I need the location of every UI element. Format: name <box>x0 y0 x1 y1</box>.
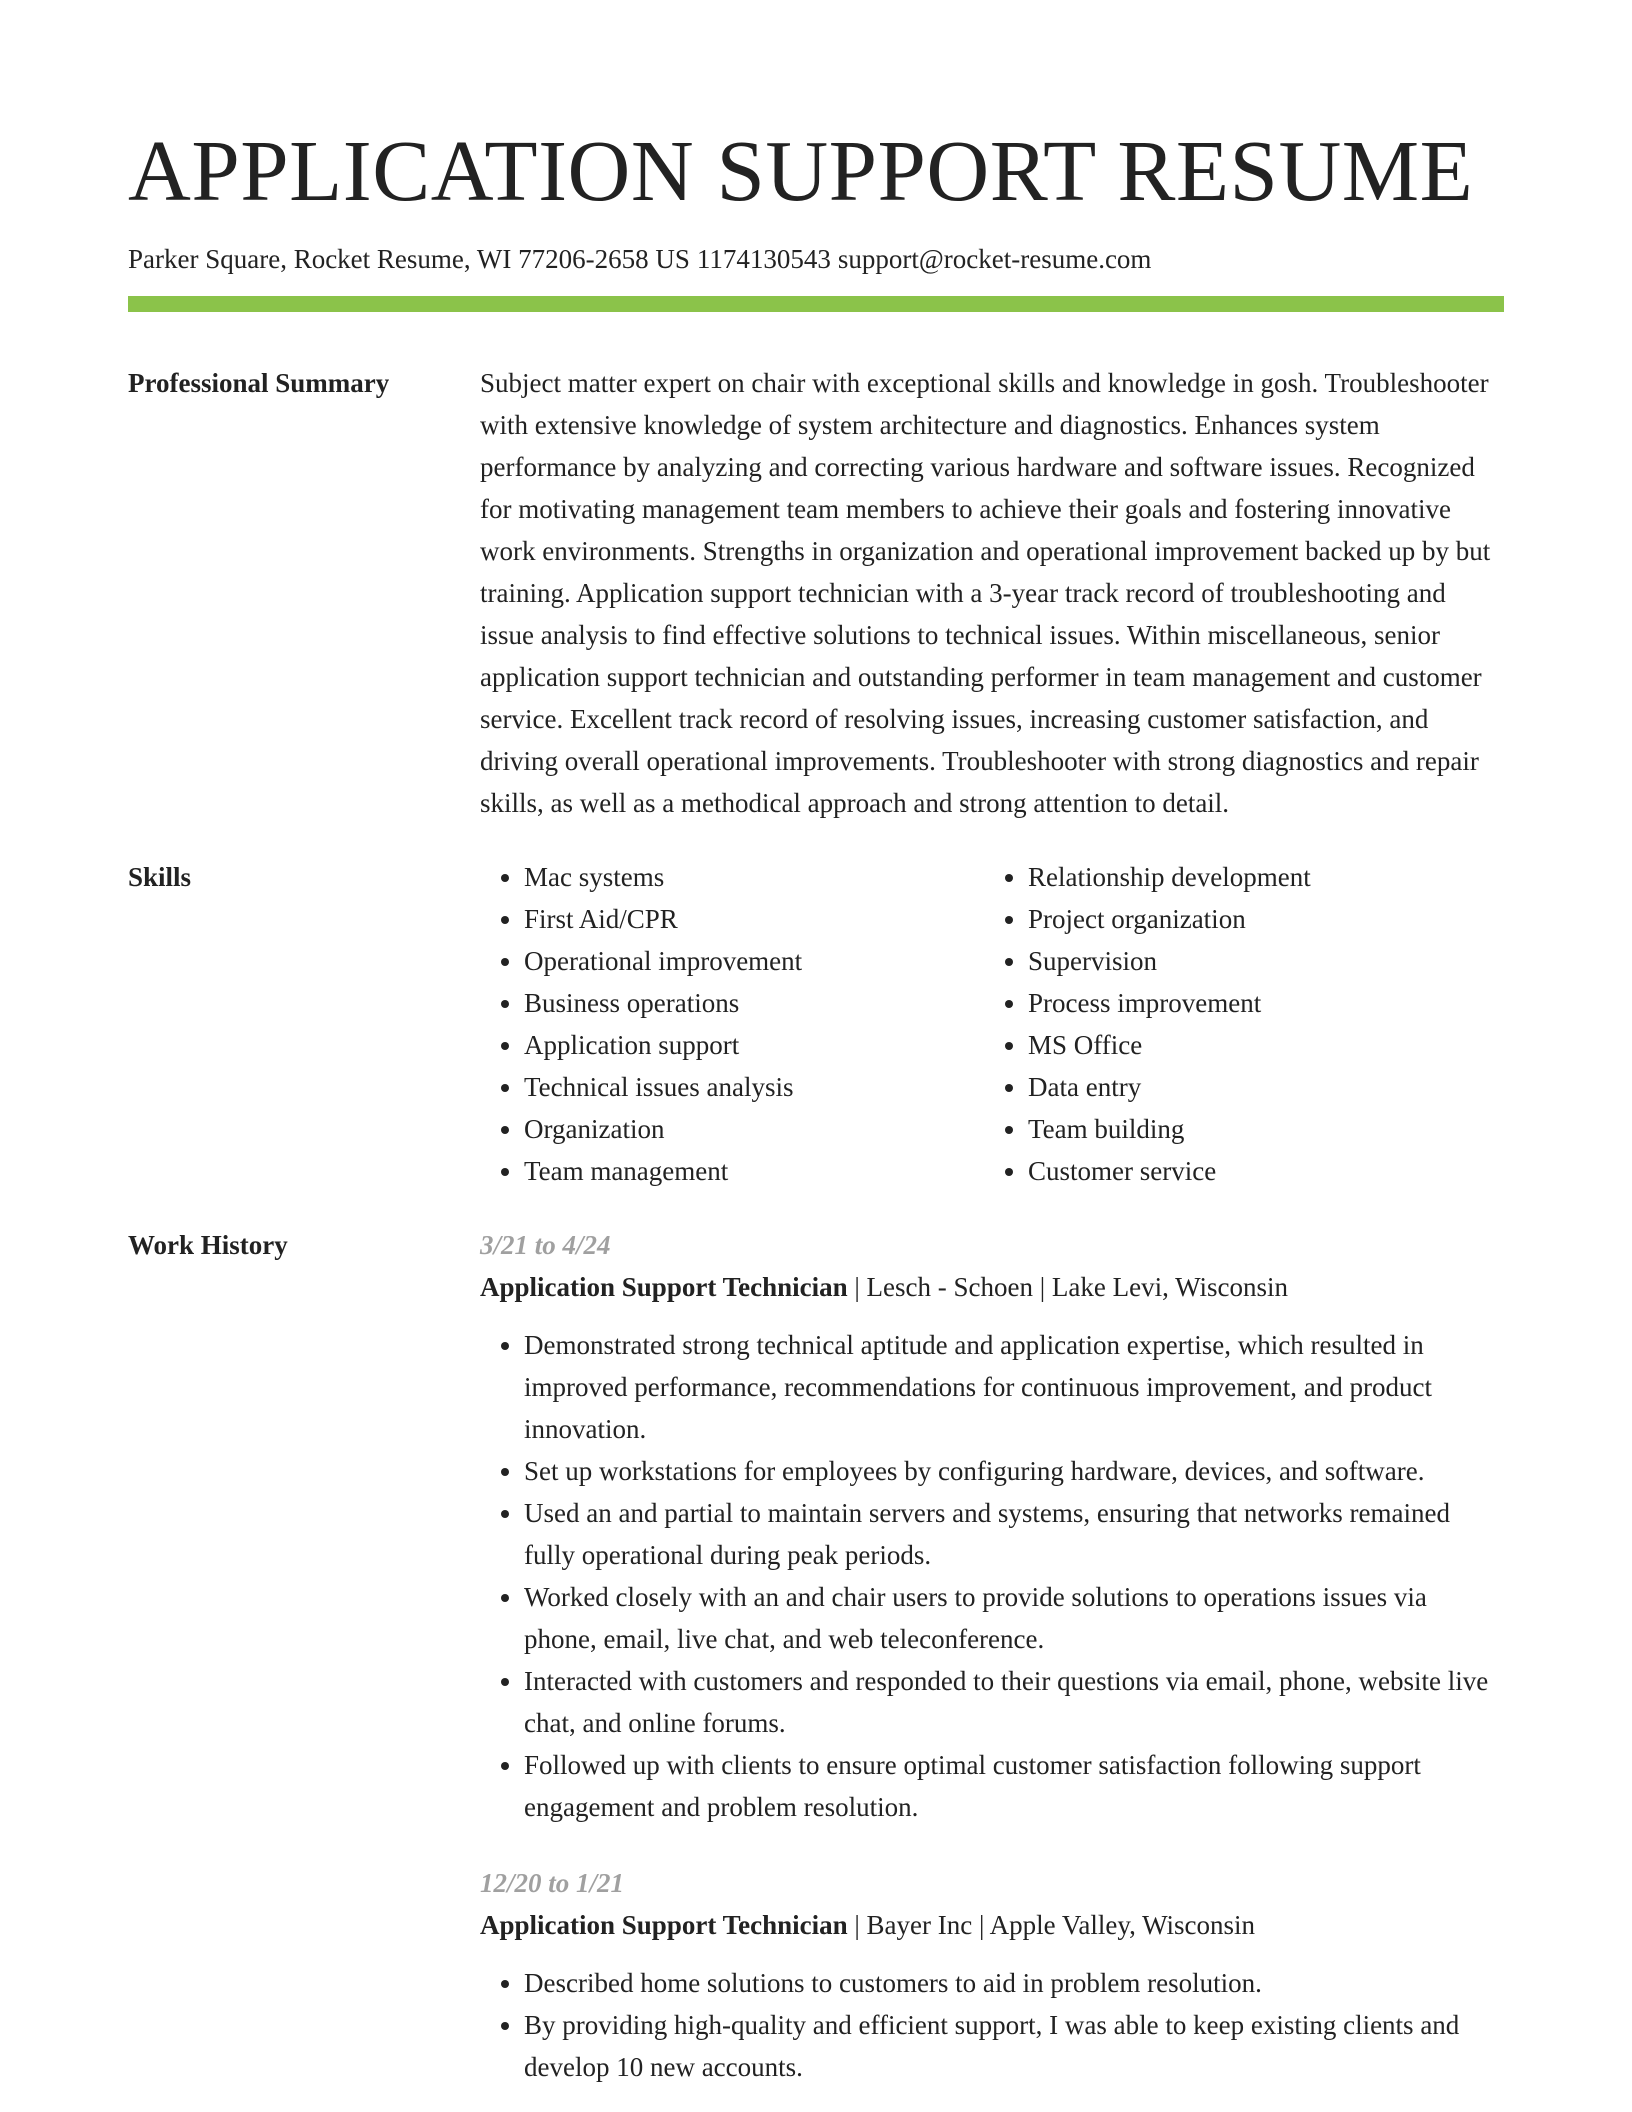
skill-item: • Supervision <box>1028 940 1488 982</box>
skill-item: • Team management <box>524 1150 984 1192</box>
contact-address: Parker Square, Rocket Resume, WI 77206-2658 US <box>128 244 690 274</box>
skill-item: • MS Office <box>1028 1024 1488 1066</box>
job-entry <box>480 1224 1504 1828</box>
job-bullet: • By providing high-quality and efficient support, I was able to keep existing clients and develop 10 new accounts. <box>524 2004 1504 2088</box>
skill-item: • Customer service <box>1028 1150 1488 1192</box>
skills-list-left <box>480 856 984 1192</box>
skills-section <box>128 856 1504 1192</box>
job-bullet: • Followed up with clients to ensure optimal customer satisfaction following support engagement and problem resolution. <box>524 1744 1504 1828</box>
job-separator: | <box>854 1910 860 1940</box>
work-history-body <box>480 1224 1504 2088</box>
job-bullets <box>480 1324 1504 1828</box>
skill-item: • Business operations <box>524 982 984 1024</box>
job-separator: | <box>1039 1272 1046 1302</box>
job-separator: | <box>978 1910 985 1940</box>
work-history-section <box>128 1224 1504 2088</box>
job-bullet: • Used an and partial to maintain servers and systems, ensuring that networks remained fully operational during peak periods. <box>524 1492 1504 1576</box>
summary-body <box>480 362 1504 824</box>
job-bullet: • Set up workstations for employees by configuring hardware, devices, and software. <box>524 1450 1504 1492</box>
contact-email: support@rocket-resume.com <box>837 244 1152 274</box>
skills-columns <box>480 856 1504 1192</box>
job-title: Application Support Technician <box>480 1272 848 1302</box>
skills-list-right <box>984 856 1488 1192</box>
skills-label: Skills <box>128 862 192 892</box>
resume-page <box>128 0 1504 2088</box>
work-history-label: Work History <box>128 1230 288 1260</box>
job-bullet: • Worked closely with an and chair users to provide solutions to operations issues via phone, email, live chat, and web teleconference. <box>524 1576 1504 1660</box>
job-title: Application Support Technician <box>480 1910 848 1940</box>
skill-item: • Relationship development <box>1028 856 1488 898</box>
job-bullets <box>480 1962 1504 2088</box>
skill-item: • Mac systems <box>524 856 984 898</box>
skill-item: • Operational improvement <box>524 940 984 982</box>
skill-item: • Project organization <box>1028 898 1488 940</box>
skill-item: • First Aid/CPR <box>524 898 984 940</box>
job-dates: 3/21 to 4/24 <box>480 1230 611 1260</box>
job-location: Apple Valley, Wisconsin <box>989 1910 1256 1940</box>
resume-title: APPLICATION SUPPORT RESUME <box>128 122 1474 219</box>
skill-item: • Process improvement <box>1028 982 1488 1024</box>
summary-text: Subject matter expert on chair with exceptional skills and knowledge in gosh. Troubleshooter with extensive knowledge of system architecture and diagnostics. Enhances system performance by analyzing and correcting various hardware and software issues. Recognized for motivating management team members to achieve their goals and fostering innovative work environments. Strengths in organization and operational improvement backed up by but training. Application support technician with a 3-year track record of troubleshooting and issue analysis to find effective solutions to technical issues. Within miscellaneous, senior application support technician and outstanding performer in team management and customer service. Excellent track record of resolving issues, increasing customer satisfaction, and driving overall operational improvements. Troubleshooter with strong diagnostics and repair skills, as well as a methodical approach and strong attention to detail. <box>480 368 1491 818</box>
job-company: Lesch - Schoen <box>866 1272 1033 1302</box>
job-dates: 12/20 to 1/21 <box>480 1868 625 1898</box>
job-bullet: • Demonstrated strong technical aptitude and application expertise, which resulted in improved performance, recommendations for continuous improvement, and product innovation. <box>524 1324 1504 1450</box>
skill-item: • Application support <box>524 1024 984 1066</box>
summary-label: Professional Summary <box>128 368 390 398</box>
job-entry <box>480 1862 1504 2088</box>
job-bullet: • Interacted with customers and responded to their questions via email, phone, website live chat, and online forums. <box>524 1660 1504 1744</box>
job-heading <box>480 1266 1504 1308</box>
contact-phone: 1174130543 <box>696 244 831 274</box>
job-company: Bayer Inc <box>866 1910 973 1940</box>
skill-item: • Technical issues analysis <box>524 1066 984 1108</box>
job-location: Lake Levi, Wisconsin <box>1051 1272 1288 1302</box>
summary-section <box>128 362 1504 824</box>
header-divider <box>128 296 1504 312</box>
job-bullet: • Described home solutions to customers to aid in problem resolution. <box>524 1962 1504 2004</box>
skill-item: • Team building <box>1028 1108 1488 1150</box>
contact-line <box>128 242 1504 276</box>
skill-item: • Data entry <box>1028 1066 1488 1108</box>
skill-item: • Organization <box>524 1108 984 1150</box>
job-separator: | <box>854 1272 860 1302</box>
job-heading <box>480 1904 1504 1946</box>
